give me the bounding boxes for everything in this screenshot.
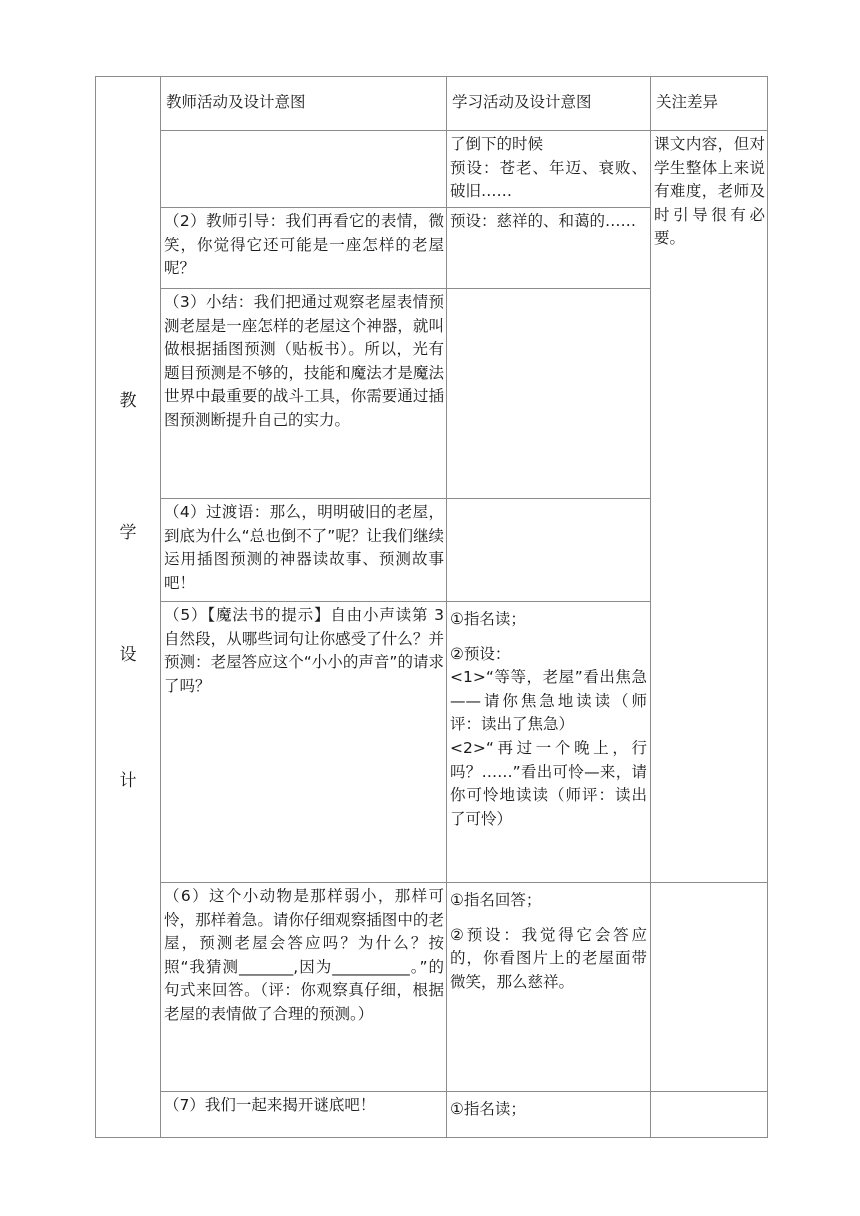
teacher-activity-cell: （5）【魔法书的提示】自由小声读第 3 自然段，从哪些词句让你感受了什么？并预测：老屋答应这个“小小的声音”的请求了吗？ — [164, 606, 444, 695]
teacher-activity-cell: （6）这个小动物是那样弱小，那样可怜，那样着急。请你仔细观察插图中的老屋，预测老屋会答应吗？为什么？按照“我猜测_______,因为__________。”的句式来回答。（评：你观察真仔细，根据老屋的表情做了合理的预测。） — [164, 887, 444, 1023]
student-step: ②预设：我觉得它会答应的，你看图片上的老屋面带微笑，那么慈祥。 — [450, 925, 647, 991]
student-activity-cell: 了倒下的时候 预设：苍老、年迈、衰败、破旧…… — [450, 135, 647, 201]
table-border-left — [95, 76, 96, 1138]
side-label-char: 设 — [119, 645, 137, 665]
row-divider — [160, 882, 768, 883]
teacher-activity-cell: （3）小结：我们把通过观察老屋表情预测老屋是一座怎样的老屋这个神器，就叫做根据插图预测（贴板书）。所以，光有题目预测是不够的，技能和魔法才是魔法世界中最重要的战斗工具，你需要通过插图预测断提升自己的实力。 — [164, 293, 444, 429]
student-activity-cell — [450, 608, 647, 831]
student-activity-cell: 预设：慈祥的、和蔼的…… — [450, 212, 637, 230]
difference-note-cell: 课文内容，但对学生整体上来说有难度，老师及时引导很有必要。 — [654, 135, 765, 248]
header-student-activity: 学习活动及设计意图 — [452, 93, 592, 111]
table-border-top — [95, 76, 768, 77]
column-divider — [160, 76, 161, 1138]
student-step: ①指名读； — [450, 1100, 526, 1118]
side-label-char: 学 — [119, 523, 137, 543]
header-attention-difference: 关注差异 — [656, 93, 719, 111]
side-label-char: 计 — [119, 771, 137, 791]
column-divider — [446, 76, 447, 1138]
student-activity-cell — [450, 1098, 647, 1122]
row-divider — [160, 601, 650, 602]
student-step: <1>“等等，老屋”看出焦急——请你焦急地读读（师评：读出了焦急） — [450, 668, 647, 734]
teacher-activity-cell: （2）教师引导：我们再看它的表情，微笑，你觉得它还可能是一座怎样的老屋呢？ — [164, 212, 444, 278]
teacher-activity-cell: （7）我们一起来揭开谜底吧！ — [164, 1096, 376, 1114]
row-divider — [160, 288, 650, 289]
teacher-activity-cell: （4）过渡语：那么，明明破旧的老屋，到底为什么“总也倒不了”呢？让我们继续运用插图预测的神器读故事、预测故事吧！ — [164, 503, 444, 592]
row-divider — [160, 1091, 768, 1092]
student-step: ①指名读； — [450, 610, 526, 628]
student-step: <2>“再过一个晚上，行吗？……”看出可怜—来，请你可怜地读读（师评：读出了可怜） — [450, 738, 647, 828]
side-label-char: 教 — [119, 391, 137, 411]
student-step: ②预设： — [450, 644, 511, 663]
table-border-bottom — [95, 1137, 768, 1138]
table-border-right — [767, 76, 768, 1138]
student-activity-cell — [450, 889, 647, 994]
header-teacher-activity: 教师活动及设计意图 — [166, 93, 306, 111]
student-step: ①指名回答； — [450, 891, 542, 909]
row-divider — [160, 207, 650, 208]
row-divider — [160, 130, 768, 131]
column-divider — [650, 76, 651, 1138]
row-divider — [160, 498, 650, 499]
